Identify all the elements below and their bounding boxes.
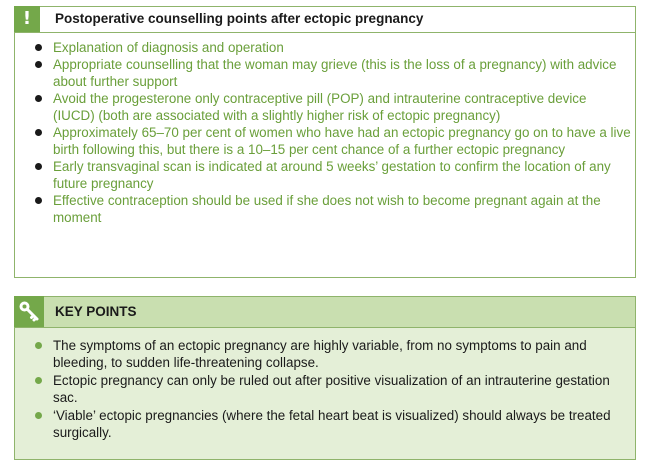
bullet-icon — [35, 342, 42, 349]
list-item — [31, 158, 631, 192]
list-item — [31, 407, 631, 441]
key-points-header — [15, 297, 635, 328]
bullet-icon — [35, 61, 42, 68]
counselling-box — [14, 6, 636, 278]
list-item-text: Approximately 65–70 per cent of women who have had an ectopic pregnancy go on to have a live birth following this, but there is a 10–15 per cent chance of a further ectopic pregnancy — [53, 125, 631, 157]
bullet-icon — [35, 95, 42, 102]
key-icon — [14, 296, 44, 327]
list-item-text: ‘Viable’ ectopic pregnancies (where the fetal heart beat is visualized) should always be treated surgically. — [53, 408, 611, 440]
list-item — [31, 124, 631, 158]
list-item-text: Early transvaginal scan is indicated at around 5 weeks’ gestation to confirm the location of any future pregnancy — [53, 159, 611, 191]
list-item — [31, 192, 631, 226]
list-item-text: Avoid the progesterone only contraceptive pill (POP) and intrauterine contraceptive device (IUCD) (both are associated with a slightly higher risk of ectopic pregnancy) — [53, 91, 587, 123]
exclamation-icon: ! — [14, 6, 40, 32]
list-item-text: Explanation of diagnosis and operation — [53, 40, 284, 55]
list-item-text: The symptoms of an ectopic pregnancy are highly variable, from no symptoms to pain and bleeding, to sudden life-threatening collapse. — [53, 338, 587, 370]
list-item — [31, 90, 631, 124]
counselling-box-header — [15, 7, 635, 33]
key-points-title: KEY POINTS — [55, 304, 137, 319]
bullet-icon — [35, 377, 42, 384]
counselling-list — [31, 39, 631, 226]
bullet-icon — [35, 197, 42, 204]
bullet-icon — [35, 412, 42, 419]
list-item — [31, 39, 631, 56]
list-item — [31, 372, 631, 406]
bullet-icon — [35, 163, 42, 170]
list-item-text: Appropriate counselling that the woman may grieve (this is the loss of a pregnancy) with advice about further support — [53, 57, 617, 89]
list-item-text: Ectopic pregnancy can only be ruled out after positive visualization of an intrauterine gestation sac. — [53, 373, 610, 405]
list-item — [31, 56, 631, 90]
list-item — [31, 337, 631, 371]
list-item-text: Effective contraception should be used if she does not wish to become pregnant again at the moment — [53, 193, 601, 225]
bullet-icon — [35, 44, 42, 51]
counselling-box-title: Postoperative counselling points after ectopic pregnancy — [55, 11, 424, 26]
bullet-icon — [35, 129, 42, 136]
key-points-box — [14, 296, 636, 460]
key-points-list — [31, 337, 631, 442]
